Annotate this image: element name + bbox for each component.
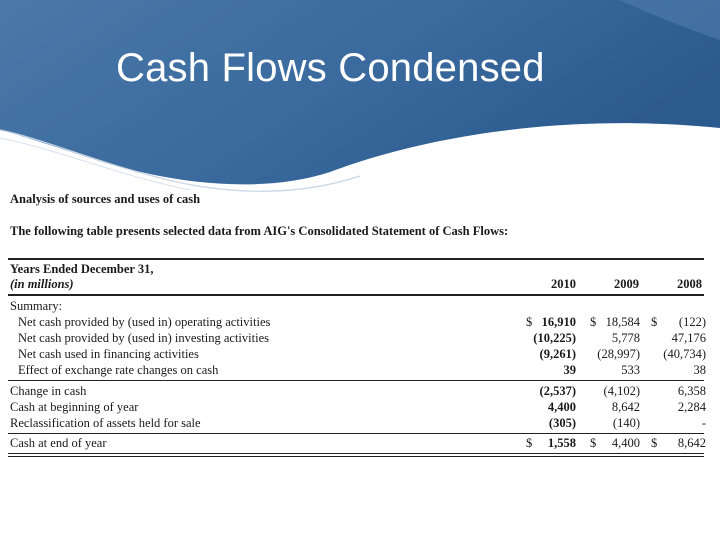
table-cell: (2,537) <box>539 384 576 398</box>
currency-symbol: $ <box>651 436 658 450</box>
table-cell: 47,176 <box>671 331 706 345</box>
row-label: Reclassification of assets held for sale <box>10 416 201 430</box>
subtotal-rule <box>8 380 704 381</box>
row-label: Cash at beginning of year <box>10 400 139 414</box>
table-cell: 18,584 <box>605 315 640 329</box>
table-cell: - <box>701 416 706 430</box>
table-cell: 8,642 <box>611 400 640 414</box>
currency-symbol: $ <box>651 315 658 329</box>
row-label: Net cash provided by (used in) operating activities <box>18 315 271 329</box>
column-header-year: 2009 <box>614 277 639 291</box>
column-header-year: 2010 <box>551 277 576 291</box>
table-cell: 2,284 <box>677 400 706 414</box>
row-label: Effect of exchange rate changes on cash <box>18 363 219 377</box>
table-cell: 1,558 <box>547 436 576 450</box>
table-cell: (122) <box>678 315 706 329</box>
total-rule <box>8 433 704 434</box>
double-rule-bottom <box>8 456 704 457</box>
table-cell: (140) <box>612 416 640 430</box>
table-cell: (28,997) <box>597 347 640 361</box>
table-top-rule <box>8 258 704 260</box>
currency-symbol: $ <box>590 315 597 329</box>
table-cell: 38 <box>693 363 706 377</box>
row-label: Net cash provided by (used in) investing activities <box>18 331 269 345</box>
double-rule-top <box>8 453 704 454</box>
summary-label: Summary: <box>10 299 63 313</box>
table-caption: Years Ended December 31, <box>10 262 154 276</box>
table-cell: 16,910 <box>541 315 576 329</box>
table-cell: 5,778 <box>611 331 640 345</box>
table-cell: 4,400 <box>611 436 640 450</box>
table-cell: (305) <box>548 416 576 430</box>
column-header-year: 2008 <box>677 277 702 291</box>
currency-symbol: $ <box>526 315 533 329</box>
table-cell: (40,734) <box>663 347 706 361</box>
row-label: Net cash used in financing activities <box>18 347 199 361</box>
currency-symbol: $ <box>526 436 533 450</box>
table-cell: 533 <box>621 363 640 377</box>
table-cell: 8,642 <box>677 436 706 450</box>
intro-text: The following table presents selected data from AIG's Consolidated Statement of Cash Flows: <box>10 224 509 238</box>
table-cell: 6,358 <box>677 384 706 398</box>
currency-symbol: $ <box>590 436 597 450</box>
table-cell: (4,102) <box>603 384 640 398</box>
section-heading: Analysis of sources and uses of cash <box>10 192 201 206</box>
table-cell: 4,400 <box>547 400 576 414</box>
table-cell: (10,225) <box>533 331 576 345</box>
table-cell: 39 <box>563 363 576 377</box>
row-label: Change in cash <box>10 384 87 398</box>
table-cell: (9,261) <box>539 347 576 361</box>
table-units: (in millions) <box>10 277 74 291</box>
row-label: Cash at end of year <box>10 436 107 450</box>
slide-title: Cash Flows Condensed <box>116 46 545 90</box>
header-rule <box>8 294 704 296</box>
